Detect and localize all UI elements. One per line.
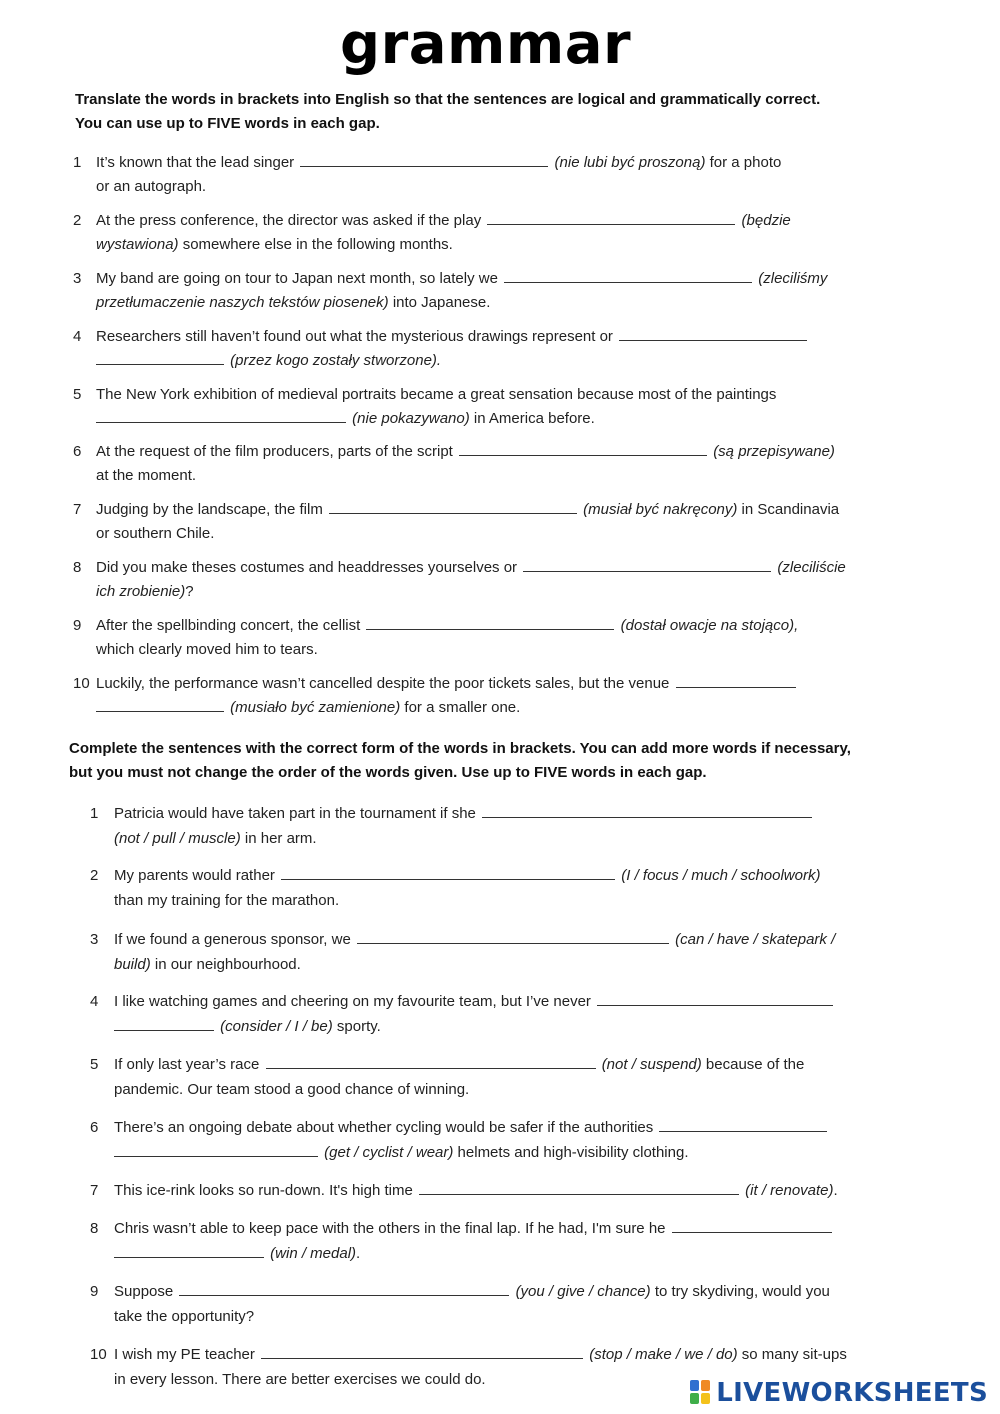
page-title: grammar — [340, 12, 632, 77]
answer-gap[interactable] — [419, 1180, 739, 1195]
exercise1-item-4: 4 Researchers still haven’t found out what the mysterious drawings represent or (przez kogo zostały stworzone). — [73, 325, 809, 373]
exercise2-item-2: 2 My parents would rather (I / focus / much / schoolwork) than my training for the marathon. — [90, 867, 821, 909]
section2-instructions-line2: but you must not change the order of the words given. Use up to FIVE words in each gap. — [69, 764, 707, 781]
answer-gap-continued[interactable] — [114, 1016, 214, 1031]
answer-gap-continued[interactable] — [114, 1142, 318, 1157]
section1-instructions — [75, 88, 865, 136]
answer-gap[interactable] — [597, 991, 833, 1006]
exercise1-item-10: 10 Luckily, the performance wasn’t cancelled despite the poor tickets sales, but the venue (musiało być zamienione) for a smaller one. — [73, 672, 798, 720]
exercise1-item-5: 5 The New York exhibition of medieval portraits became a great sensation because most of the paintings (nie pokazywano) in America before. — [73, 386, 777, 427]
answer-gap[interactable] — [504, 268, 752, 283]
exercise1-item-6: 6 At the request of the film producers, parts of the script (są przepisywane) at the moment. — [73, 443, 835, 484]
answer-gap-continued[interactable] — [96, 697, 224, 712]
answer-gap[interactable] — [659, 1117, 827, 1132]
answer-gap[interactable] — [523, 557, 771, 572]
answer-gap[interactable] — [357, 929, 669, 944]
exercise1-item-9: 9 After the spellbinding concert, the cellist (dostał owacje na stojąco), which clearly moved him to tears. — [73, 617, 799, 658]
exercise2-item-8: 8 Chris wasn’t able to keep pace with the others in the final lap. If he had, I'm sure he (win / medal). — [90, 1216, 834, 1266]
exercise2-item-7: 7 This ice-rink looks so run-down. It's high time (it / renovate). — [90, 1182, 838, 1199]
answer-gap[interactable] — [676, 673, 796, 688]
answer-gap[interactable] — [487, 210, 735, 225]
answer-gap-continued[interactable] — [96, 350, 224, 365]
exercise1-item-3: 3 My band are going on tour to Japan next month, so lately we (zleciliśmy przetłumaczenie naszych tekstów piosenek) into Japanese. — [73, 270, 828, 311]
answer-gap-continued[interactable] — [114, 1243, 264, 1258]
exercise1-item-8: 8 Did you make theses costumes and headdresses yourselves or (zleciliście ich zrobienie)? — [73, 559, 846, 600]
section1-instructions-line1: Translate the words in brackets into English so that the sentences are logical and grammatically correct. — [75, 91, 821, 108]
exercise2-item-4: 4 I like watching games and cheering on my favourite team, but I’ve never (consider / I / be) sporty. — [90, 989, 835, 1039]
exercise1-item-2: 2 At the press conference, the director was asked if the play (będzie wystawiona) somewhere else in the following months. — [73, 212, 791, 253]
answer-gap[interactable] — [366, 615, 614, 630]
liveworksheets-logo-icon — [690, 1380, 712, 1406]
exercise2-item-5: 5 If only last year’s race (not / suspend) because of the pandemic. Our team stood a good chance of winning. — [90, 1056, 805, 1098]
exercise2-item-3: 3 If we found a generous sponsor, we (can / have / skatepark / build) in our neighbourhood. — [90, 931, 836, 973]
liveworksheets-logo[interactable] — [690, 1378, 988, 1408]
exercise1-item-1: 1 It’s known that the lead singer (nie lubi być proszoną) for a photo or an autograph. — [73, 154, 782, 195]
answer-gap[interactable] — [329, 499, 577, 514]
exercise1-item-7: 7 Judging by the landscape, the film (musiał być nakręcony) in Scandinavia or southern Chile. — [73, 501, 840, 542]
section1-instructions-line2: You can use up to FIVE words in each gap. — [75, 115, 380, 132]
exercise2-item-1: 1 Patricia would have taken part in the tournament if she (not / pull / muscle) in her arm. — [90, 801, 814, 851]
answer-gap[interactable] — [266, 1054, 596, 1069]
section2-instructions — [69, 737, 869, 785]
answer-gap[interactable] — [261, 1344, 583, 1359]
answer-gap[interactable] — [281, 865, 615, 880]
answer-gap[interactable] — [96, 408, 346, 423]
answer-gap[interactable] — [672, 1218, 832, 1233]
exercise2-item-6: 6 There’s an ongoing debate about whether cycling would be safer if the authorities (get / cyclist / wear) helmets and high-visibility clothing. — [90, 1115, 829, 1165]
answer-gap[interactable] — [482, 803, 812, 818]
section2-instructions-line1: Complete the sentences with the correct form of the words in brackets. You can add more words if necessary, — [69, 740, 851, 757]
answer-gap[interactable] — [179, 1281, 509, 1296]
answer-gap[interactable] — [459, 441, 707, 456]
logo-text: LIVEWORKSHEETS — [716, 1378, 988, 1408]
answer-gap[interactable] — [300, 152, 548, 167]
exercise2-item-10: 10 I wish my PE teacher (stop / make / we / do) so many sit-ups in every lesson. There are better exercises we could do. — [90, 1346, 847, 1388]
exercise2-item-9: 9 Suppose (you / give / chance) to try skydiving, would you take the opportunity? — [90, 1283, 830, 1325]
answer-gap[interactable] — [619, 326, 807, 341]
